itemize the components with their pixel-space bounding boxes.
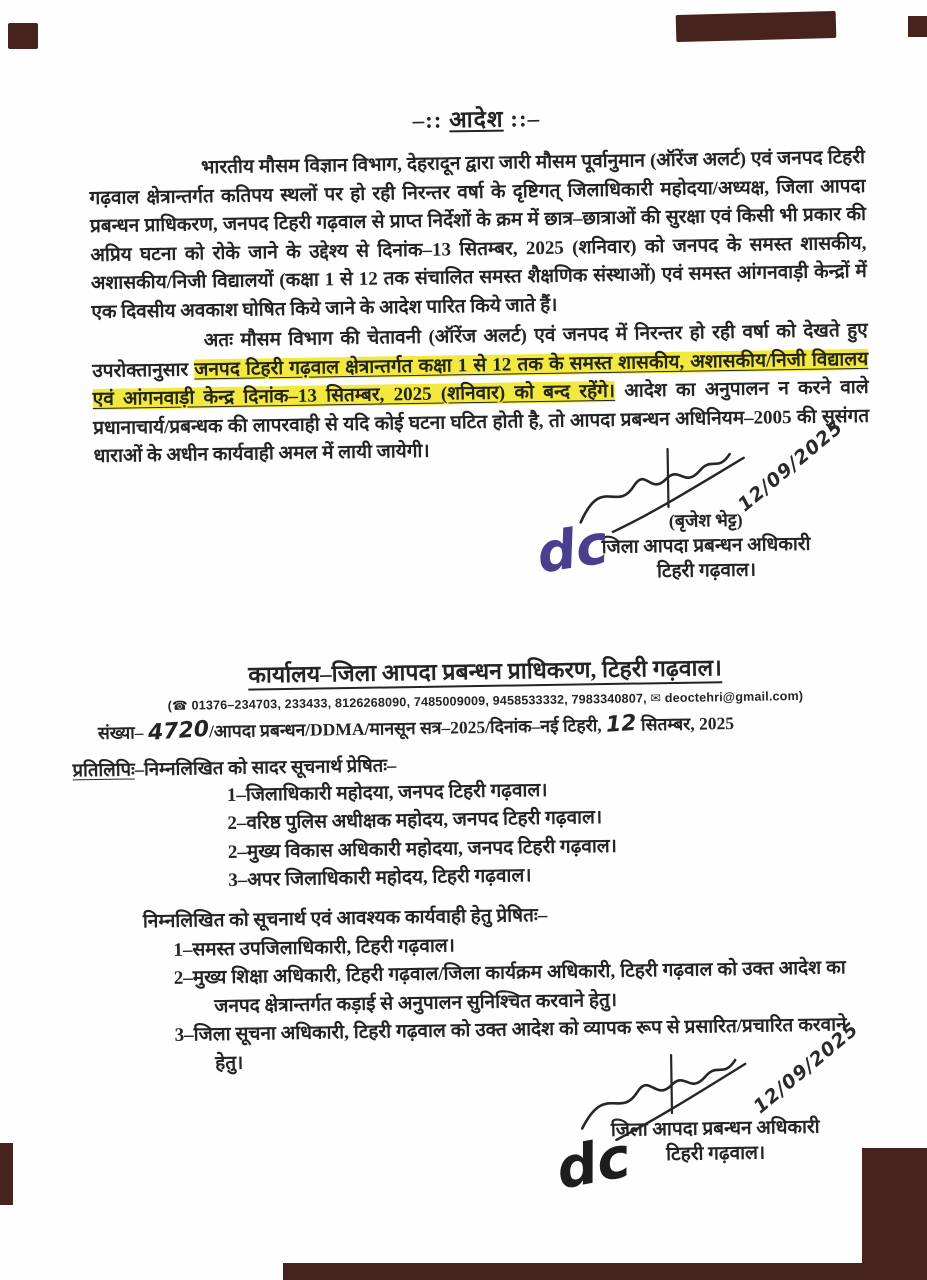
signatory-2-place: टिहरी गढ़वाल।	[665, 1142, 766, 1166]
scan-artifact-top-right-edge	[908, 16, 927, 37]
signatory-designation: जिला आपदा प्रबन्धन अधिकारी	[601, 533, 811, 558]
highlighted-order-text: जनपद टिहरी गढ़वाल क्षेत्रान्तर्गत कक्षा 1 से 12 तक के समस्त शासकीय, अशासकीय/निजी विद्यालय एवं आंगनवाड़ी केन्द्र दिनांक–13 सितम्बर, 2025 (शनिवार) को बन्द रहेंगे।	[92, 348, 869, 411]
office-phone-numbers: 01376–234703, 233433, 8126268090, 7485009009, 9458533332, 7983340807,	[191, 690, 647, 713]
ref-day-handwritten: 12	[605, 710, 638, 738]
email-icon: ✉	[650, 690, 662, 705]
ref-tail: सितम्बर, 2025	[636, 712, 735, 735]
signature-1-initial-mark: dc	[532, 511, 613, 586]
copies2-item-2: 2–मुख्य शिक्षा अधिकारी, टिहरी गढ़वाल/जिला कार्यक्रम अधिकारी, टिहरी गढ़वाल को उक्त आदेश का जनपद क्षेत्रान्तर्गत कड़ाई से अनुपालन सुनिश्चित करवाने हेतु।	[173, 957, 846, 1017]
paragraph-2	[92, 317, 870, 472]
copies1-item-2: 2–वरिष्ठ पुलिस अधीक्षक महोदय, जनपद टिहरी गढ़वाल।	[227, 807, 603, 834]
scan-artifact-top-left	[8, 23, 38, 49]
copies2-item-3: 3–जिला सूचना अधिकारी, टिहरी गढ़वाल को उक्त आदेश को व्यापक रूप से प्रसारित/प्रचारित करवाने हेतु।	[174, 1014, 847, 1074]
document-title	[88, 96, 864, 140]
copies-heading-2: निम्नलिखित को सूचनार्थ एवं आवश्यक कार्यवाही हेतु प्रेषितः–	[142, 904, 548, 932]
signatory-place: टिहरी गढ़वाल।	[656, 559, 757, 582]
copies-heading-1-underlined: प्रतिलिपिः	[72, 759, 135, 781]
scan-artifact-top-right	[676, 11, 837, 42]
office-email: deoctehri@gmail.com	[664, 688, 799, 705]
ref-number-handwritten: 4720	[147, 716, 210, 746]
copies1-item-1: 1–जिलाधिकारी महोदया, जनपद टिहरी गढ़वाल।	[226, 779, 548, 806]
copies-list-1	[227, 771, 877, 895]
phone-icon: ☎	[172, 698, 189, 713]
title-left-dashes: –::	[412, 107, 443, 133]
ref-label: संख्या–	[97, 721, 148, 743]
paragraph-2-tail: आदेश का अनुपालन न करने वाले प्रधानाचार्य/प्रबन्धक की लापरवाही से यदि कोई घटना घटित होती है, तो आपदा प्रबन्धन अधिनियम–2005 की सुसंगत धाराओं के अधीन कार्यवाही अमल में लायी जायेगी।	[93, 376, 870, 468]
signature-2-initial-mark: dc	[551, 1124, 636, 1203]
signatory-2-designation: जिला आपदा प्रबन्धन अधिकारी	[610, 1116, 820, 1142]
paragraph-1: भारतीय मौसम विज्ञान विभाग, देहरादून द्वारा जारी मौसम पूर्वानुमान (ऑरेंज अलर्ट) एवं जनपद टिहरी गढ़वाल क्षेत्रान्तर्गत कतिपय स्थलों पर हो रही निरन्तर वर्षा के दृष्टिगत् जिलाधिकारी महोदया/अध्यक्ष, जिला आपदा प्रबन्धन प्राधिकरण, जनपद टिहरी गढ़वाल से प्राप्त निर्देशों के क्रम में छात्र–छात्राओं की सुरक्षा एवं किसी भी प्रकार की अप्रिय घटना को रोके जाने के उद्देश्य से दिनांक–13 सितम्बर, 2025 (शनिवार) को जनपद के समस्त शासकीय, अशासकीय/निजी विद्यालयों (कक्षा 1 से 12 तक संचालित समस्त शैक्षणिक संस्थाओं) एवं समस्त आंगनवाड़ी केन्द्रों में एक दिवसीय अवकाश घोषित किये जाने के आदेश पारित किये जाते हैं।	[89, 146, 867, 323]
office-heading: कार्यालय–जिला आपदा प्रबन्धन प्राधिकरण, टिहरी गढ़वाल।	[97, 647, 873, 691]
paren-close: )	[798, 688, 804, 703]
reference-number-line	[98, 707, 874, 744]
document-content	[72, 90, 882, 1254]
ref-middle: /आपदा प्रबन्धन/DDMA/मानसून सत्र–2025/दिनांक–नई टिहरी,	[208, 714, 607, 741]
copies-heading-1-rest: –निम्नलिखित को सादर सूचनार्थ प्रेषितः–	[134, 755, 397, 780]
title-right-dashes: ::–	[510, 105, 541, 132]
paragraph-2-lead: अतः मौसम विभाग की चेतावनी (ऑरेंज अलर्ट) एवं जनपद में निरन्तर हो रही वर्षा को देखते हुए उपरोक्तानुसार	[92, 319, 868, 382]
signature-1-date-handwritten: 12/09/2025	[734, 415, 848, 516]
paren-open: (	[167, 698, 173, 713]
title-word: आदेश	[448, 106, 504, 133]
signatory-name: (बृजेश भेट्ट)	[668, 509, 743, 531]
copies1-item-3: 2–मुख्य विकास अधिकारी महोदया, जनपद टिहरी गढ़वाल।	[227, 835, 618, 863]
copies1-item-4: 3–अपर जिलाधिकारी महोदय, टिहरी गढ़वाल।	[228, 865, 532, 891]
copies2-item-1: 1–समस्त उपजिलाधिकारी, टिहरी गढ़वाल।	[173, 934, 456, 961]
scan-artifact-left-edge	[0, 1143, 13, 1205]
scan-artifact-bottom-strip	[283, 1263, 927, 1280]
signature-2-date-handwritten: 12/09/2025	[749, 1017, 864, 1118]
